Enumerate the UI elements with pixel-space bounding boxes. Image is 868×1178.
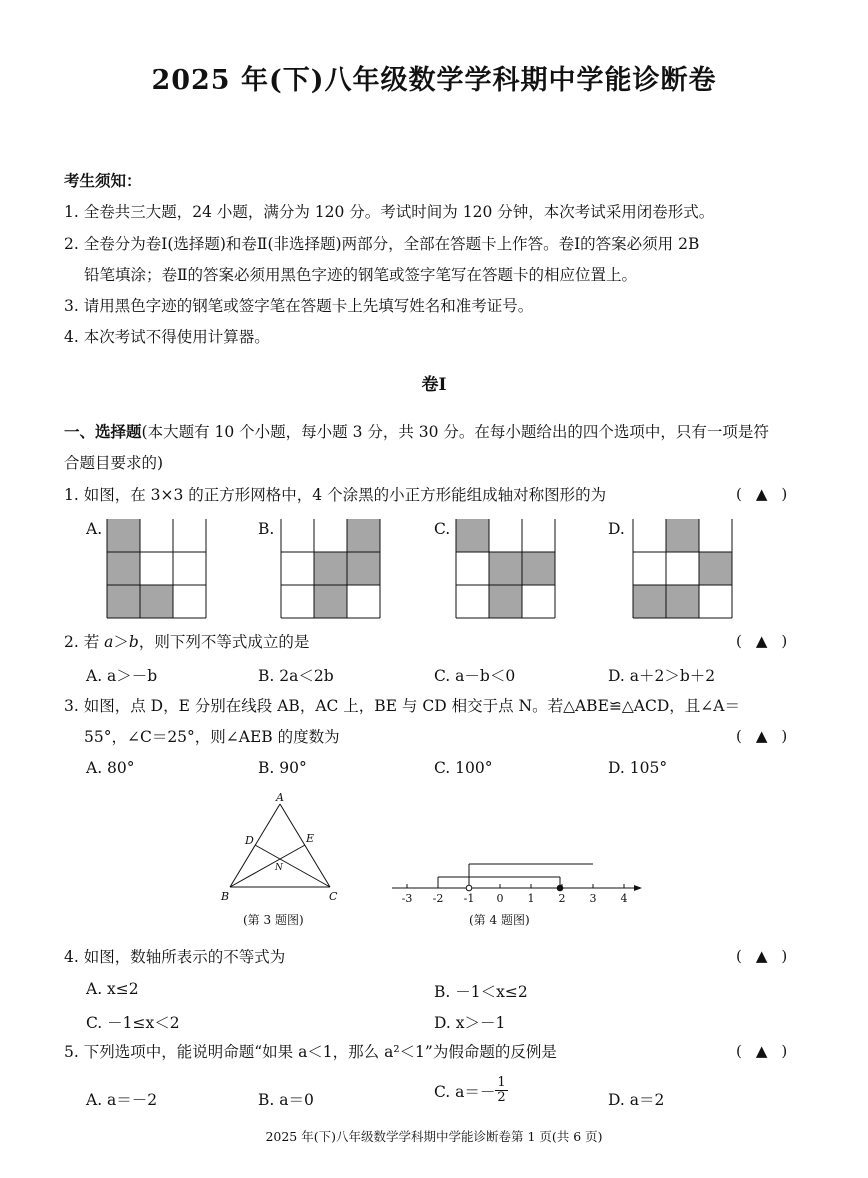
q5-option-c: C. a＝－ $\frac{1}{2}$ (434, 1075, 506, 1105)
q4-answer-mark: ( ▲ ) (736, 947, 788, 965)
axis-arrow-icon (634, 885, 642, 891)
point-a-label: A (276, 791, 284, 804)
q5-stem: 5. 下列选项中，能说明命题“如果 a＜1，那么 a²＜1”为假命题的反例是 (64, 1043, 557, 1061)
axis-tick-label: 0 (496, 892, 504, 905)
filled-cell (699, 552, 732, 585)
closed-dot-2 (557, 885, 563, 891)
page-footer: 2025 年(下)八年级数学学科期中学能诊断卷第 1 页(共 6 页) (265, 1129, 603, 1144)
filled-cell (456, 519, 489, 552)
notice-item-3: 3. 请用黑色字迹的钢笔或签字笔在答题卡上先填写姓名和准考证号。 (64, 297, 534, 315)
q3-figure-caption: (第 3 题图) (243, 913, 304, 927)
filled-cell (489, 552, 522, 585)
q1-option-c-label: C. (434, 520, 451, 538)
q1-grid-a (106, 518, 208, 620)
q1-grid-d (632, 518, 734, 620)
q5-option-d: D. a＝2 (608, 1091, 665, 1109)
q1-grid-b (280, 518, 382, 620)
q3-triangle-figure (215, 790, 350, 905)
exam-title: 2025 年(下)八年级数学学科期中学能诊断卷 (151, 65, 717, 96)
part1-desc-line1 (64, 422, 769, 442)
q4-number-line-figure (388, 855, 648, 910)
q2-option-d: D. a＋2＞b＋2 (608, 667, 716, 685)
q4-figure-caption: (第 4 题图) (469, 913, 530, 927)
q4-option-b: B. －1＜x≤2 (434, 983, 528, 1001)
filled-cell (633, 585, 666, 618)
axis-tick-label: -1 (463, 892, 475, 905)
fraction-one-half: $\frac{1}{2}$ (497, 1075, 506, 1105)
axis-tick-label: -2 (432, 892, 444, 905)
point-d-label: D (245, 834, 254, 847)
axis-tick-label: 1 (527, 892, 535, 905)
filled-cell (314, 585, 347, 618)
number-line-ticks (402, 884, 628, 905)
filled-cell (314, 552, 347, 585)
q1-answer-mark: ( ▲ ) (736, 485, 788, 503)
q2-option-b: B. 2a＜2b (258, 667, 334, 685)
q2-option-a: A. a＞－b (86, 667, 158, 685)
notice-item-1: 1. 全卷共三大题，24 小题，满分为 120 分。考试时间为 120 分钟，本次考试采用闭卷形式。 (64, 203, 715, 221)
q3-stem-line1: 3. 如图，点 D，E 分别在线段 AB，AC 上，BE 与 CD 相交于点 N。若△ABE≌△ACD，且∠A＝ (64, 697, 740, 715)
axis-tick-label: -3 (401, 892, 413, 905)
filled-cell (489, 585, 522, 618)
q3-answer-mark: ( ▲ ) (736, 727, 788, 745)
part1-desc-line2: 合题目要求的) (64, 454, 164, 472)
section-title: 卷Ⅰ (421, 375, 447, 395)
q4-option-c: C. －1≤x＜2 (86, 1014, 180, 1032)
point-b-label: B (221, 890, 230, 903)
open-dot-minus-1 (466, 885, 472, 891)
filled-cell (666, 519, 699, 552)
axis-tick-label: 4 (620, 892, 628, 905)
axis-tick-label: 2 (558, 892, 566, 905)
q3-option-d: D. 105° (608, 759, 668, 777)
q2-option-c: C. a－b＜0 (434, 667, 516, 685)
filled-cell (140, 585, 173, 618)
segment-be (230, 845, 305, 887)
q5-option-a: A. a＝－2 (86, 1091, 158, 1109)
notice-item-4: 4. 本次考试不得使用计算器。 (64, 328, 270, 346)
q2-stem: 2. 若 a＞b，则下列不等式成立的是 (64, 633, 310, 651)
q3-option-c: C. 100° (434, 759, 493, 777)
q1-grid-c (455, 518, 557, 620)
q3-option-a: A. 80° (86, 759, 135, 777)
part1-heading: 一、选择题 (64, 422, 142, 441)
filled-cell (522, 552, 555, 585)
filled-cell (107, 519, 140, 552)
notice-heading: 考生须知： (64, 171, 142, 190)
q3-option-b: B. 90° (258, 759, 307, 777)
q5-option-b: B. a＝0 (258, 1091, 314, 1109)
q4-option-d: D. x＞－1 (434, 1014, 506, 1032)
notice-item-2-cont: 铅笔填涂；卷Ⅱ的答案必须用黑色字迹的钢笔或签字笔写在答题卡的相应位置上。 (84, 266, 638, 284)
part1-desc: (本大题有 10 个小题，每小题 3 分，共 30 分。在每小题给出的四个选项中，只有一项是符 (141, 423, 769, 441)
filled-cell (107, 585, 140, 618)
axis-tick-label: 3 (589, 892, 597, 905)
notice-item-2: 2. 全卷分为卷Ⅰ(选择题)和卷Ⅱ(非选择题)两部分，全部在答题卡上作答。卷Ⅰ的答案必须用 2B (64, 235, 700, 253)
q3-stem-line2: 55°，∠C＝25°，则∠AEB 的度数为 (84, 728, 340, 746)
point-n-label: N (275, 863, 283, 873)
q1-option-d-label: D. (608, 520, 625, 538)
point-c-label: C (329, 890, 338, 903)
filled-cell (347, 519, 380, 552)
q1-option-a-label: A. (86, 520, 103, 538)
q2-answer-mark: ( ▲ ) (736, 632, 788, 650)
q4-stem: 4. 如图，数轴所表示的不等式为 (64, 948, 286, 966)
q1-stem: 1. 如图，在 3×3 的正方形网格中，4 个涂黑的小正方形能组成轴对称图形的为 (64, 486, 607, 504)
q1-option-b-label: B. (258, 520, 275, 538)
filled-cell (666, 585, 699, 618)
segment-cd (255, 845, 330, 887)
q5-answer-mark: ( ▲ ) (736, 1042, 788, 1060)
filled-cell (107, 552, 140, 585)
q4-option-a: A. x≤2 (86, 980, 139, 998)
filled-cell (347, 552, 380, 585)
point-e-label: E (306, 832, 315, 845)
